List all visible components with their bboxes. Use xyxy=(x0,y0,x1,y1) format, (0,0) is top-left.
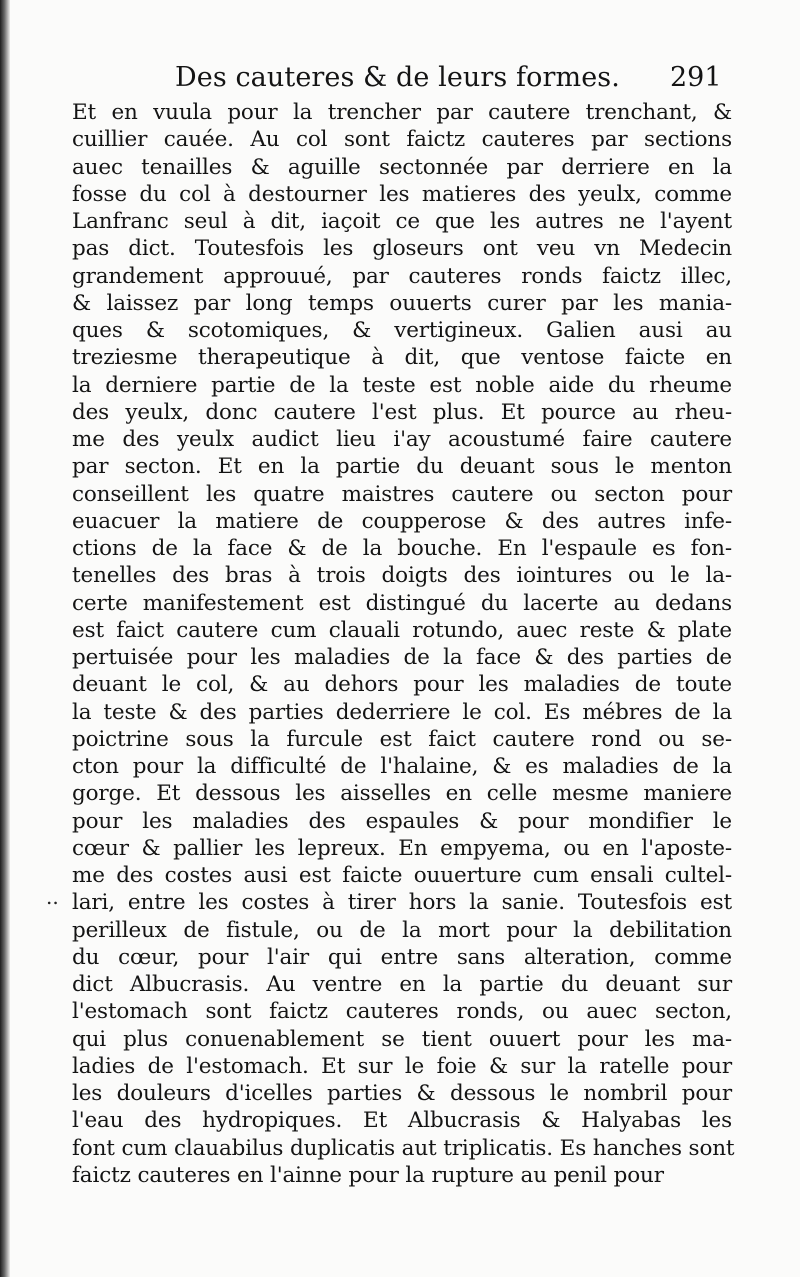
body-text xyxy=(72,99,735,1189)
text-line: euacuer la matiere de coupperose & des autres infe- xyxy=(72,508,732,534)
text-line: Et en vuula pour la trencher par cautere trenchant, & xyxy=(72,100,732,125)
text-line: par secton. Et en la partie du deuant sous le menton xyxy=(72,454,732,480)
text-line: pas dict. Toutesfois les gloseurs ont veu vn Medecin xyxy=(72,236,732,262)
text-line: cton pour la difficulté de l'halaine, & es maladies de la xyxy=(72,754,732,779)
text-line: ladies de l'estomach. Et sur le foie & sur la ratelle pour xyxy=(72,1053,732,1079)
text-line: gorge. Et dessous les aisselles en celle mesme maniere xyxy=(72,781,732,807)
text-line: Lanfranc seul à dit, iaçoit ce que les autres ne l'ayent xyxy=(72,209,732,234)
text-line: l'eau des hydropiques. Et Albucrasis & Halyabas les xyxy=(72,1108,732,1134)
text-line: dict Albucrasis. Au ventre en la partie du deuant sur xyxy=(72,972,732,997)
text-line: poictrine sous la furcule est faict cautere rond ou se- xyxy=(72,726,732,752)
text-line: du cœur, pour l'air qui entre sans alteration, comme xyxy=(72,944,732,970)
text-line: les douleurs d'icelles parties & dessous le nombril pour xyxy=(72,1081,732,1106)
text-line: fosse du col à destourner les matieres des yeulx, comme xyxy=(72,181,732,207)
text-line: cœur & pallier les lepreux. En empyema, ou en l'aposte- xyxy=(72,835,732,861)
text-line: la derniere partie de la teste est noble aide du rheume xyxy=(72,372,732,398)
text-line: treziesme therapeutique à dit, que ventose faicte en xyxy=(72,345,732,371)
text-line: grandement approuué, par cauteres ronds faictz illec, xyxy=(72,263,732,289)
text-line: lari, entre les costes à tirer hors la sanie. Toutesfois est xyxy=(72,890,732,916)
page-header xyxy=(0,58,800,102)
text-line: pertuisée pour les maladies de la face & des parties de xyxy=(72,645,732,670)
running-title: Des cauteres & de leurs formes. xyxy=(175,62,620,93)
text-line: me des costes ausi est faicte ouuerture cum ensali cultel- xyxy=(72,863,732,888)
margin-mark: .. xyxy=(46,885,59,909)
text-line: me des yeulx audict lieu i'ay acoustumé faire cautere xyxy=(72,427,732,452)
text-line: ctions de la face & de la bouche. En l'espaule es fon- xyxy=(72,536,732,561)
page-gutter-shadow xyxy=(0,0,10,1277)
text-line: tenelles des bras à trois doigts des iointures ou le la- xyxy=(72,563,732,589)
text-line: pour les maladies des espaules & pour mondifier le xyxy=(72,808,732,834)
text-line: faictz cauteres en l'ainne pour la rupture au penil pour xyxy=(72,1162,664,1188)
text-line: & laissez par long temps ouuerts curer par les mania- xyxy=(72,290,732,316)
text-line: est faict cautere cum clauali rotundo, auec reste & plate xyxy=(72,617,732,643)
page-number: 291 xyxy=(670,62,722,93)
text-line: l'estomach sont faictz cauteres ronds, ou auec secton, xyxy=(72,999,732,1025)
text-line: conseillent les quatre maistres cautere ou secton pour xyxy=(72,481,732,507)
text-line: cuillier cauée. Au col sont faictz cauteres par sections xyxy=(72,127,732,153)
text-line: auec tenailles & aguille sectonnée par derriere en la xyxy=(72,154,732,180)
text-line: ques & scotomiques, & vertigineux. Galien ausi au xyxy=(72,318,732,343)
text-line: deuant le col, & au dehors pour les maladies de toute xyxy=(72,672,732,698)
text-line: qui plus conuenablement se tient ouuert pour les ma- xyxy=(72,1026,732,1052)
text-line: des yeulx, donc cautere l'est plus. Et pource au rheu- xyxy=(72,399,732,425)
text-line: perilleux de fistule, ou de la mort pour la debilitation xyxy=(72,917,732,943)
text-line: font cum clauabilus duplicatis aut triplicatis. Es hanches sont xyxy=(72,1135,735,1161)
text-line: certe manifestement est distingué du lacerte au dedans xyxy=(72,590,732,616)
text-line: la teste & des parties dederriere le col. Es mébres de la xyxy=(72,699,732,725)
